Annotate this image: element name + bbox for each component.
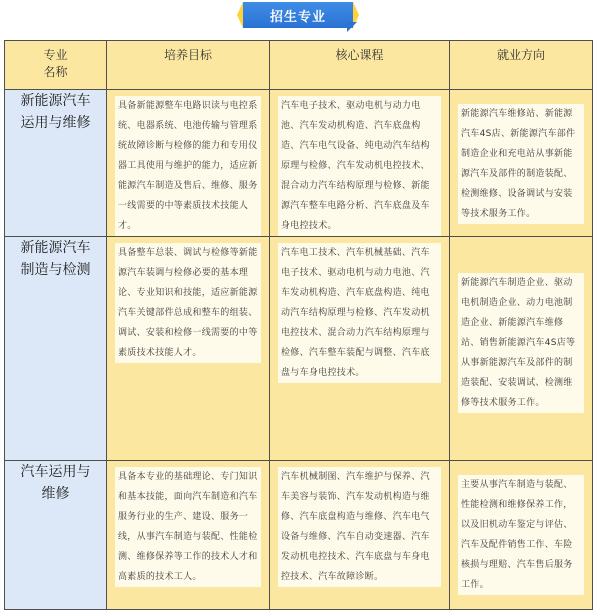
major-name: 新能源汽车 运用与维修 xyxy=(5,90,107,237)
jobs-cell: 新能源汽车制造企业、驱动电机制造企业、动力电池制造企业、新能源汽车维修站、销售新能源汽车4S店等从事新能源汽车及部件的制造装配、安装调试、检测维修等技术服务工作。 xyxy=(450,237,593,461)
banner-corner xyxy=(347,22,357,32)
banner-fold-left xyxy=(237,2,243,28)
jobs-cell: 主要从事汽车制造与装配、性能检测和维修保养工作，以及旧机动车鉴定与评估、汽车及配件销售工作、车险核损与理赔、汽车售后服务工作。 xyxy=(450,461,593,610)
major-name: 汽车运用与 维修 xyxy=(5,461,107,610)
courses-cell: 汽车电子技术、驱动电机与动力电池、汽车发动机构造、汽车底盘构造、汽车电气设备、纯电动汽车结构原理与检修、汽车发动机电控技术、混合动力汽车结构原理与检修、新能源汽车整车电路分析、汽车底盘及车身电控技术。 xyxy=(270,90,450,237)
goal-cell: 具备整车总装、调试与检修等新能源汽车装调与检修必要的基本理论、专业知识和技能，适应新能源汽车关键部件总成和整车的组装、调试、安装和检修一线需要的中等素质技术技能人才。 xyxy=(107,237,270,461)
header-goal: 培养目标 xyxy=(107,41,270,90)
table-row xyxy=(5,90,593,237)
goal-cell: 具备本专业的基础理论、专门知识和基本技能，面向汽车制造和汽车服务行业的生产、建设、服务一线，从事汽车制造与装配、性能检测、维修保养等工作的技术人才和高素质的技术工人。 xyxy=(107,461,270,610)
header-major: 专业 名称 xyxy=(5,41,107,90)
header-courses: 核心课程 xyxy=(270,41,450,90)
courses-cell: 汽车机械制图、汽车维护与保养、汽车美容与装饰、汽车发动机构造与维修、汽车底盘构造与维修、汽车电气设备与维修、汽车自动变速器、汽车发动机电控技术、汽车底盘与车身电控技术、汽车故障诊断。 xyxy=(270,461,450,610)
jobs-cell: 新能源汽车维修站、新能源汽车4S店、新能源汽车部件制造企业和充电站从事新能源汽车及部件的制造装配、检测维修、设备调试与安装等技术服务工作。 xyxy=(450,90,593,237)
goal-cell: 具备新能源整车电路识读与电控系统、电器系统、电池传输与管理系统故障诊断与检修的能力和专用仪器工具使用与维护的能力，适应新能源汽车制造及售后、维修、服务一线需要的中等素质技术技能人才。 xyxy=(107,90,270,237)
majors-table xyxy=(4,40,593,610)
table-row xyxy=(5,461,593,610)
section-banner xyxy=(243,2,353,28)
major-name: 新能源汽车 制造与检测 xyxy=(5,237,107,461)
table-row xyxy=(5,237,593,461)
courses-cell: 汽车电工技术、汽车机械基础、汽车电子技术、驱动电机与动力电池、汽车发动机构造、汽车底盘构造、纯电动汽车结构原理与检修、汽车发动机电控技术、混合动力汽车结构原理与检修、汽车整车装配与调整、汽车底盘与车身电控技术。 xyxy=(270,237,450,461)
banner-title: 招生专业 xyxy=(269,9,326,25)
header-row xyxy=(5,41,593,90)
header-jobs: 就业方向 xyxy=(450,41,593,90)
